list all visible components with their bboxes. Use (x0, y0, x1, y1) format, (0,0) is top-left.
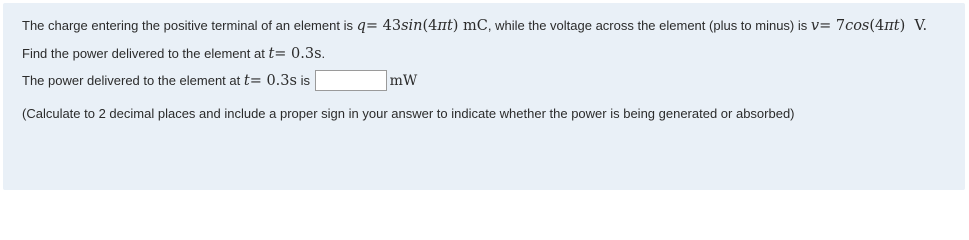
answer-row: The power delivered to the element at t= 0.3s is mW (22, 72, 417, 91)
find-text: Find the power delivered to the element at (22, 46, 269, 61)
mid-text: , while the voltage across the element (plus to minus) is (487, 18, 811, 33)
instructions-text: (Calculate to 2 decimal places and include a proper sign in your answer to indicate whether the power is being generated or absorbed) (22, 106, 795, 121)
problem-statement (22, 17, 927, 35)
power-answer-input[interactable] (315, 70, 387, 91)
charge-equation: q= 43sin(4πt) mC (356, 18, 488, 34)
voltage-equation: v= 7cos(4πt) V. (810, 18, 928, 34)
find-time: t= 0.3s (268, 46, 322, 62)
find-statement: Find the power delivered to the element at t= 0.3s. (22, 46, 326, 62)
intro-text: The charge entering the positive terminal of an element is (22, 18, 357, 33)
answer-label: The power delivered to the element at (22, 73, 244, 88)
question-panel (3, 3, 965, 190)
answer-unit: mW (389, 73, 418, 89)
answer-time: t= 0.3s (243, 73, 297, 89)
